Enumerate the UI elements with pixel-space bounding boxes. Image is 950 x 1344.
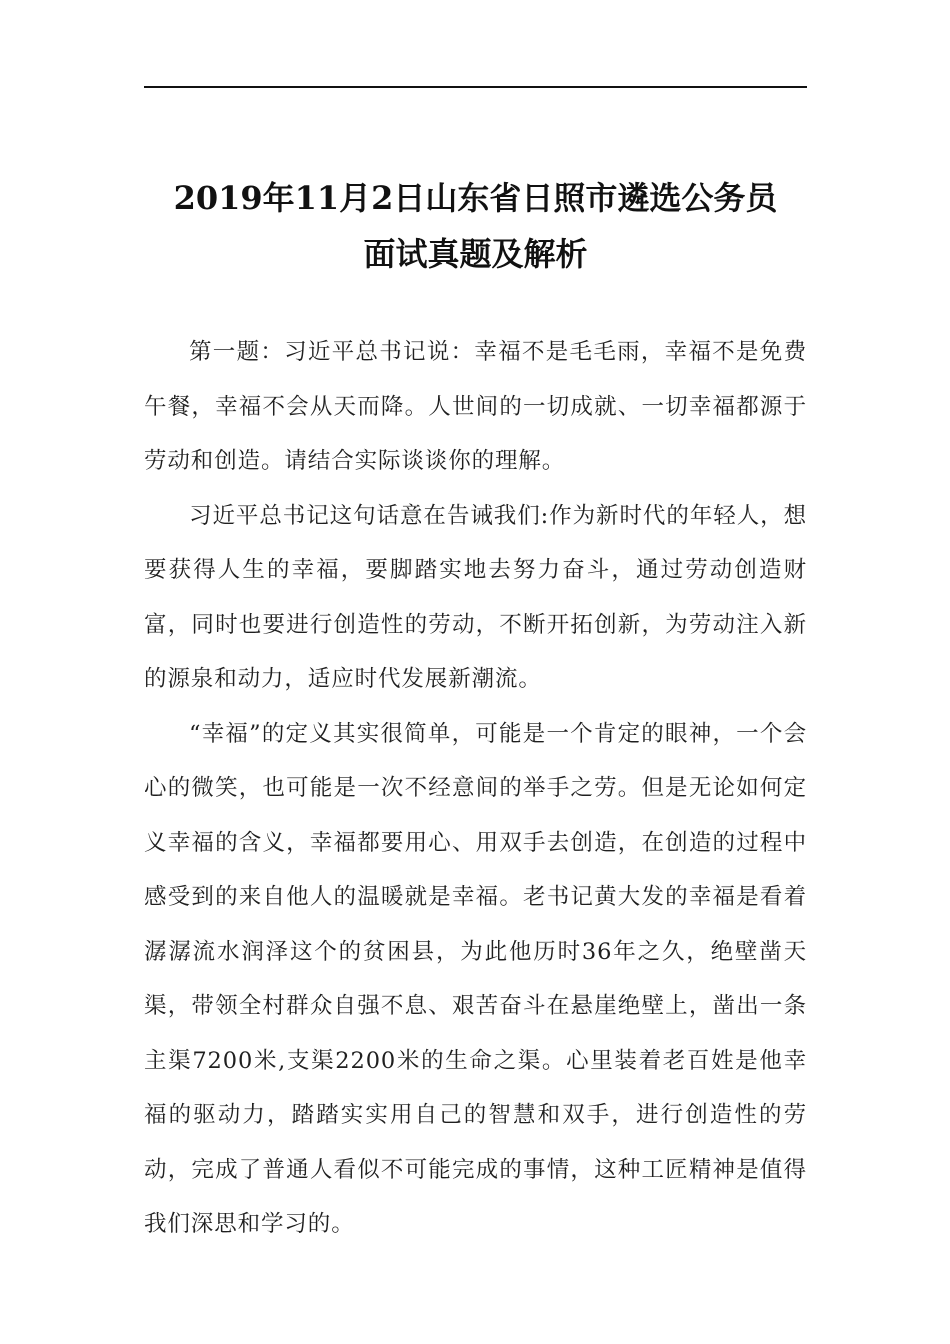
header-rule — [144, 86, 807, 88]
answer-paragraph-1: 习近平总书记这句话意在告诫我们:作为新时代的年轻人，想要获得人生的幸福，要脚踏实地去努力奋斗，通过劳动创造财富，同时也要进行创造性的劳动，不断开拓创新，为劳动注入新的源泉和动力，适应时代发展新潮流。 — [144, 502, 807, 692]
document-body — [144, 325, 807, 1252]
question-paragraph: 第一题：习近平总书记说：幸福不是毛毛雨，幸福不是免费午餐，幸福不会从天而降。人世间的一切成就、一切幸福都源于劳动和创造。请结合实际谈谈你的理解。 — [144, 339, 807, 474]
title-line-2: 面试真题及解析 — [363, 235, 588, 273]
title-line-1: 2019年11月2日山东省日照市遴选公务员 — [173, 179, 778, 217]
answer-paragraph-2: “幸福”的定义其实很简单，可能是一个肯定的眼神，一个会心的微笑，也可能是一次不经意间的举手之劳。但是无论如何定义幸福的含义，幸福都要用心、用双手去创造，在创造的过程中感受到的来自他人的温暖就是幸福。老书记黄大发的幸福是看着潺潺流水润泽这个的贫困县，为此他历时36年之久，绝壁凿天渠，带领全村群众自强不息、艰苦奋斗在悬崖绝壁上，凿出一条主渠7200米,支渠2200米的生命之渠。心里装着老百姓是他幸福的驱动力，踏踏实实用自己的智慧和双手，进行创造性的劳动，完成了普通人看似不可能完成的事情，这种工匠精神是值得我们深思和学习的。 — [144, 720, 807, 1237]
document-title — [144, 170, 807, 282]
